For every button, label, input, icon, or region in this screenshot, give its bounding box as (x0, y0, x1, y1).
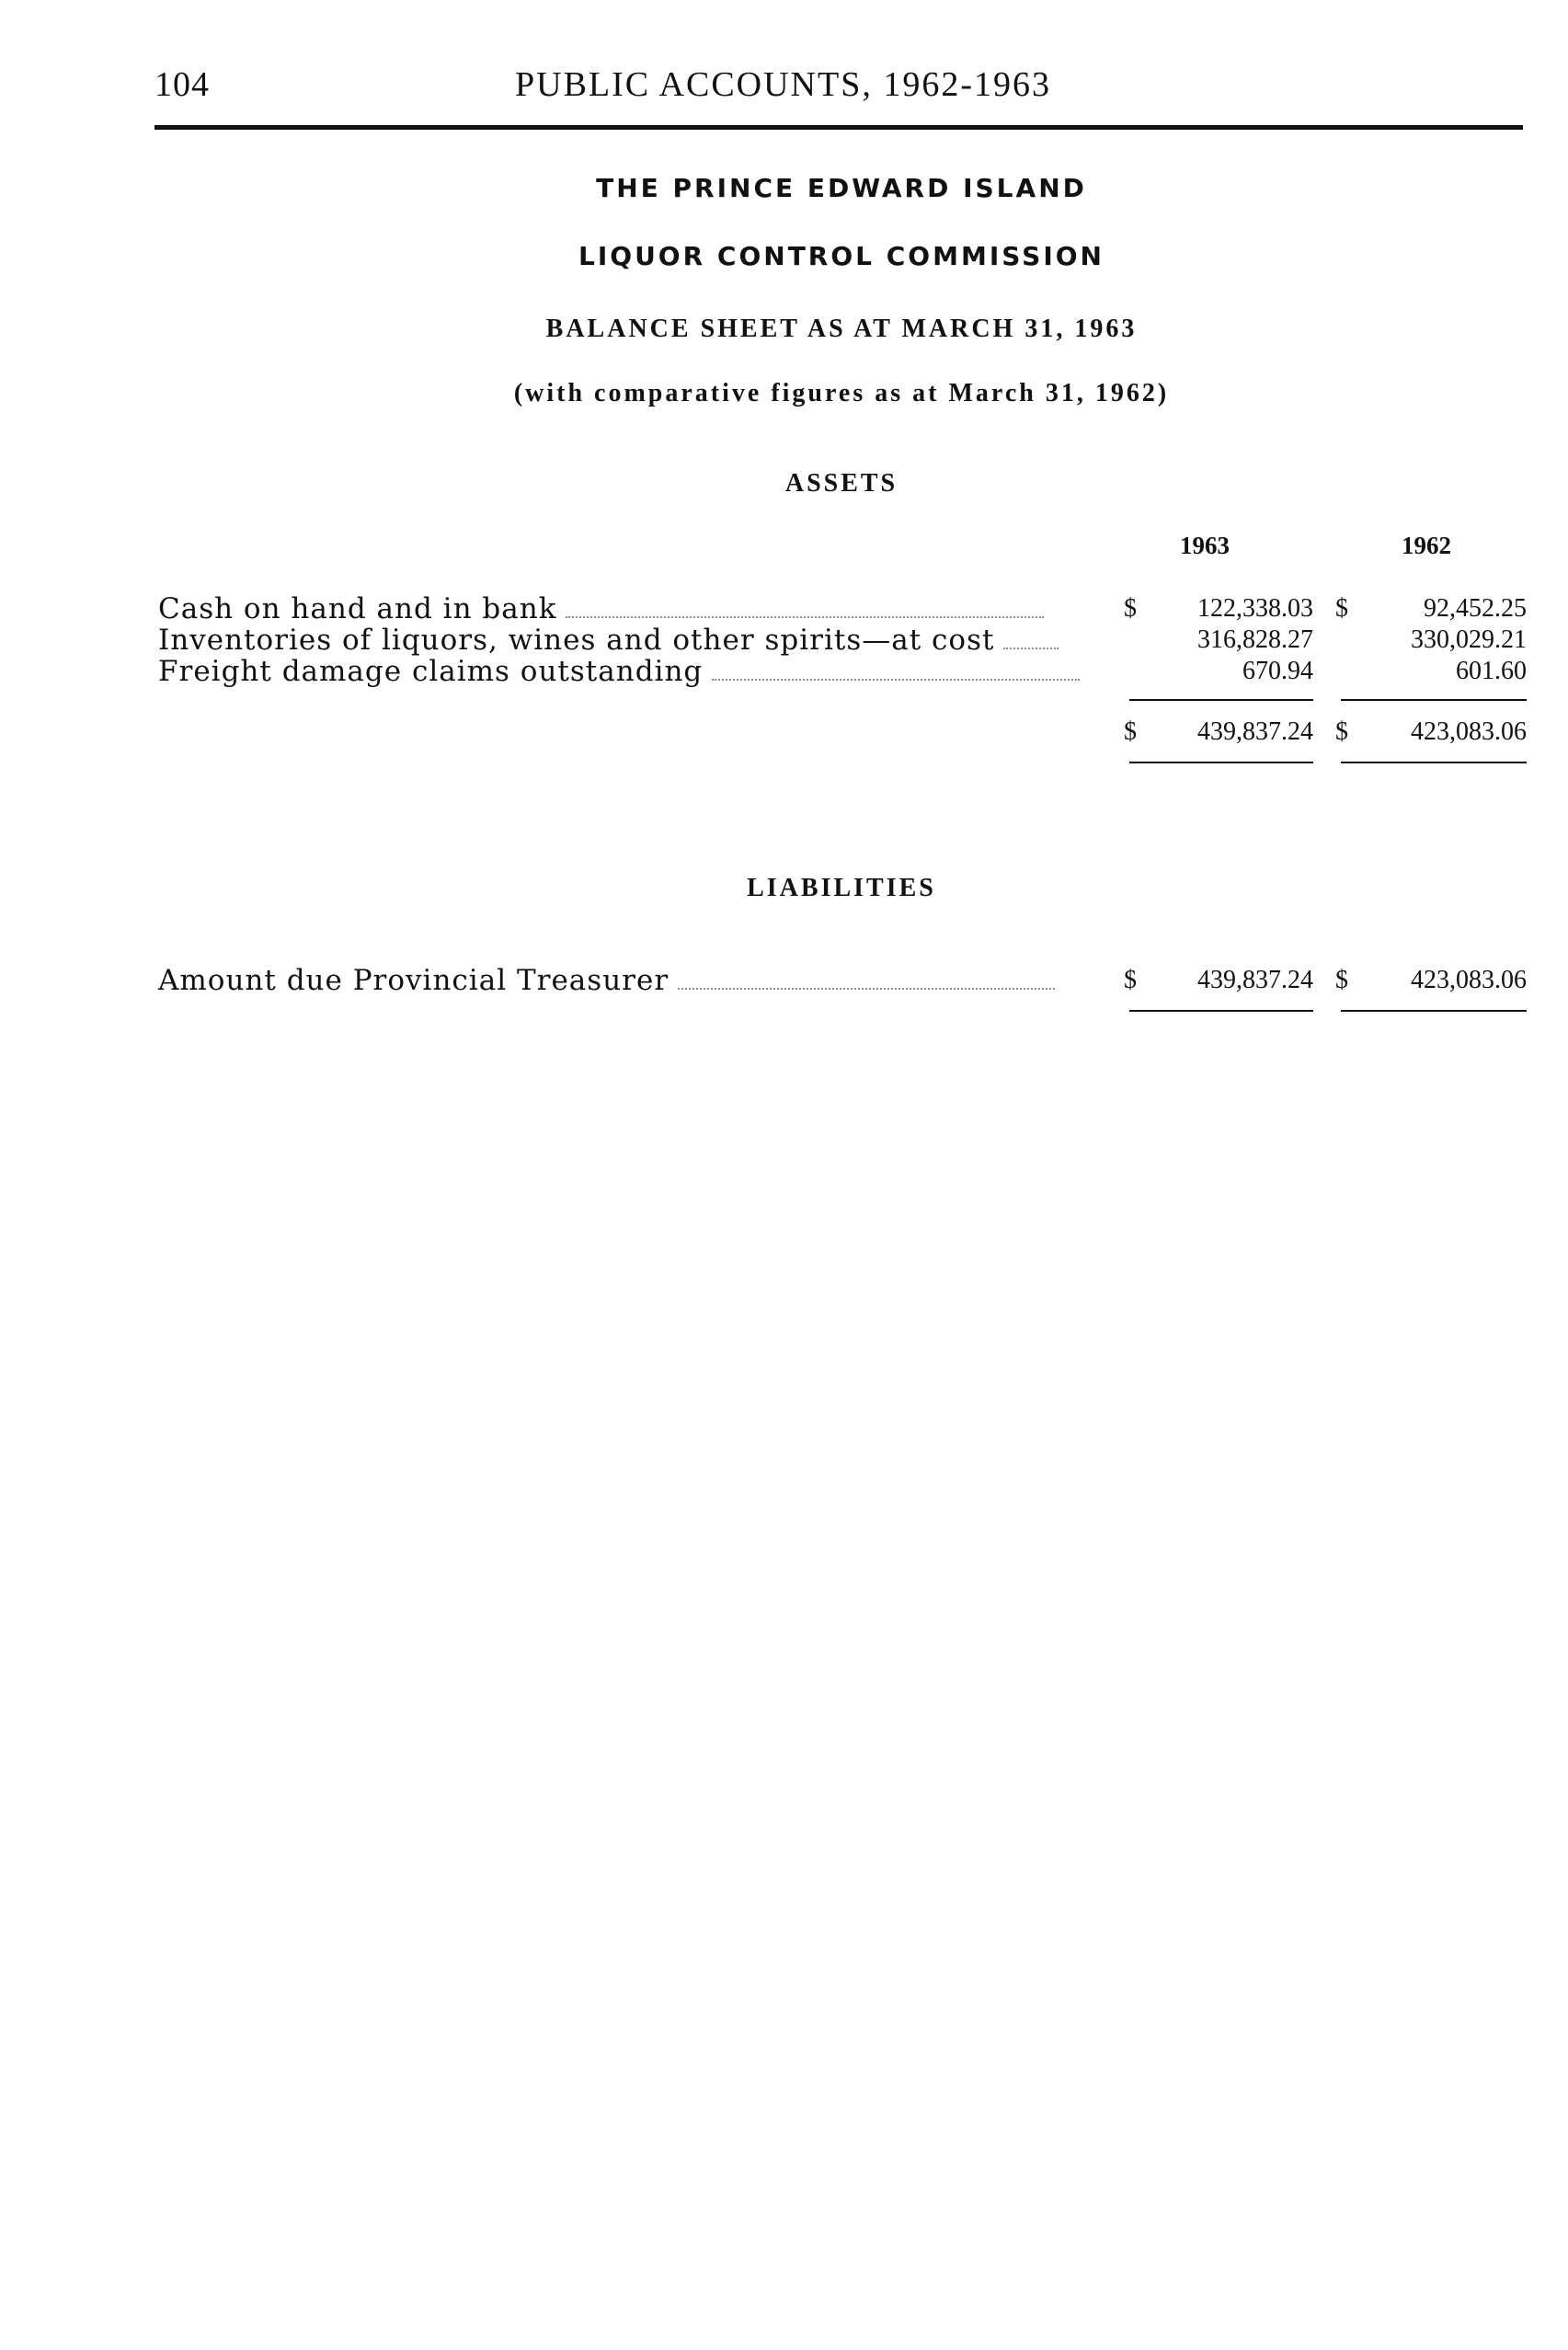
subtotal-rule-prior (1341, 699, 1527, 701)
liability-treasurer-current: 439,837.24 (1197, 966, 1313, 994)
assets-heading: ASSETS (784, 469, 898, 498)
asset-freight-prior: 601.60 (1456, 657, 1527, 685)
column-header-current-year: 1963 (1180, 532, 1230, 559)
asset-label-cash: Cash on hand and in bank (158, 592, 557, 625)
page-number: 104 (155, 65, 210, 104)
asset-row-label (158, 624, 1059, 657)
liability-rule-current (1129, 1010, 1313, 1012)
statement-title-line-1: THE PRINCE EDWARD ISLAND (596, 173, 1087, 203)
asset-inventories-current: 316,828.27 (1197, 625, 1313, 654)
liabilities-heading: LIABILITIES (747, 874, 936, 902)
assets-total-prior: 423,083.06 (1411, 717, 1527, 746)
currency-symbol: $ (1335, 594, 1348, 623)
leader-dots (678, 988, 1055, 990)
asset-cash-current: 122,338.03 (1197, 594, 1313, 623)
comparative-note: (with comparative figures as at March 31, 1962) (513, 379, 1170, 407)
liability-rule-prior (1341, 1010, 1527, 1012)
currency-symbol: $ (1335, 966, 1348, 994)
running-title: PUBLIC ACCOUNTS, 1962-1963 (515, 65, 1051, 104)
asset-freight-current: 670.94 (1242, 657, 1313, 685)
column-header-prior-year: 1962 (1402, 532, 1451, 559)
leader-dots (566, 616, 1044, 618)
asset-row-label (158, 655, 1080, 688)
asset-cash-prior: 92,452.25 (1424, 594, 1527, 623)
currency-symbol: $ (1335, 717, 1348, 746)
leader-dots (1003, 648, 1059, 649)
liability-treasurer-prior: 423,083.06 (1411, 966, 1527, 994)
total-rule-prior (1341, 762, 1527, 763)
currency-symbol: $ (1124, 966, 1137, 994)
asset-inventories-prior: 330,029.21 (1411, 625, 1527, 654)
currency-symbol: $ (1124, 594, 1137, 623)
asset-label-inventories: Inventories of liquors, wines and other spirits—at cost (158, 624, 995, 657)
asset-label-freight: Freight damage claims outstanding (158, 655, 704, 688)
liability-row-label (158, 964, 1055, 997)
leader-dots (712, 679, 1080, 681)
liability-label-treasurer: Amount due Provincial Treasurer (158, 964, 670, 997)
statement-subtitle: BALANCE SHEET AS AT MARCH 31, 1963 (545, 315, 1138, 343)
total-rule-current (1129, 762, 1313, 763)
statement-title-line-2: LIQUOR CONTROL COMMISSION (578, 241, 1104, 271)
asset-row-label (158, 592, 1044, 625)
subtotal-rule-current (1129, 699, 1313, 701)
currency-symbol: $ (1124, 717, 1137, 746)
header-rule (155, 125, 1523, 130)
assets-total-current: 439,837.24 (1197, 717, 1313, 746)
